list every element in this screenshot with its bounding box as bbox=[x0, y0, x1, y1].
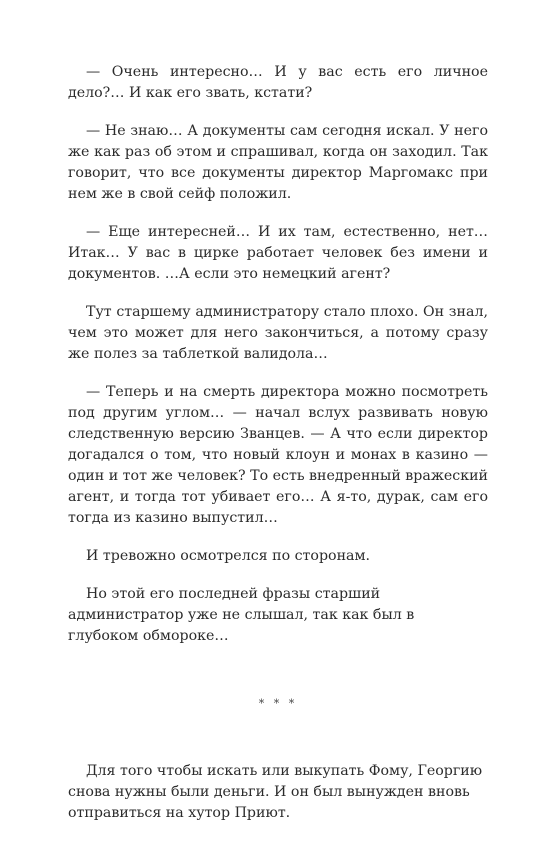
section-break: * * * bbox=[258, 697, 298, 710]
paragraph-4: Тут старшему администратору стало плохо. Он знал, чем это может для него закончиться, а потому сразу же полез за таблеткой валидола… bbox=[68, 304, 488, 362]
paragraph-5: — Теперь и на смерть директора можно посмотреть под другим углом… — начал вслух развивать новую следственную версию Званцев. — А что если директор догадался о том, что новый клоун и монах в казино — один и тот же человек? То есть внедренный вражеский агент, и тогда тот убивает его… А я-то, дурак, сам его тогда из казино выпустил… bbox=[68, 384, 488, 526]
paragraph-1: — Очень интересно… И у вас есть его личное дело?… И как его звать, кстати? bbox=[68, 64, 488, 101]
closing-paragraph: Для того чтобы искать или выкупать Фому, Георгию снова нужны были деньги. И он был вынужден вновь отправиться на хутор Приют. bbox=[68, 763, 483, 821]
paragraph-6: И тревожно осмотрелся по сторонам. bbox=[86, 548, 371, 564]
paragraph-3: — Еще интересней… И их там, естественно, нет… Итак… У вас в цирке работает человек без имени и документов. …А если это немецкий агент? bbox=[68, 224, 488, 282]
paragraph-2: — Не знаю… А документы сам сегодня искал. У него же как раз об этом и спрашивал, когда он заходил. Так говорит, что все документы директор Маргомакс при нем же в свой сейф положил. bbox=[68, 123, 488, 202]
book-page bbox=[68, 62, 488, 841]
paragraph-7: Но этой его последней фразы старший администратор уже не слышал, так как был в глубоком обмороке… bbox=[68, 586, 415, 644]
